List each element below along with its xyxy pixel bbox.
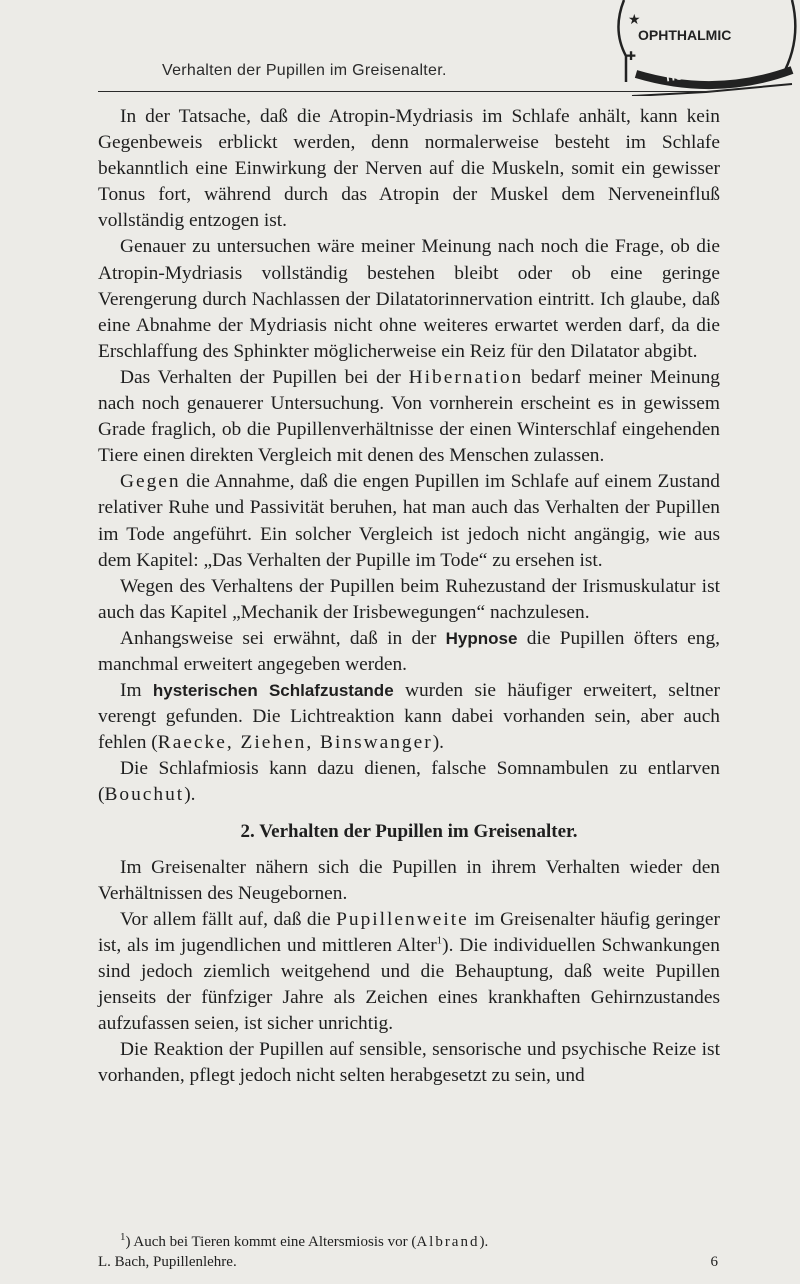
svg-text:★: ★ [628,12,641,28]
author-title: L. Bach, Pupillenlehre. [98,1254,237,1270]
footnote: $^1$) Auch bei Tieren kommt eine Altersmiosis vor (Albrand). [120,1231,489,1250]
header-rule [98,91,718,92]
bold-term: hysterischen Schlafzustande [152,681,394,701]
paragraph: Vor allem fällt auf, daß die Pupillenweite im Greisenalter häufig geringer ist, als im jugendlichen und mittleren Alter$^1$). Die individuellen Schwankungen sind jedoch ziemlich weitgehend und die Behauptung, daß weite Pupillen jenseits der fünfziger Jahre als Zeichen eines krankhaften Gehirnzustandes aufzufassen seien, ist sicher unrichtig. [98,908,720,1035]
author-name: Bouchut [104,784,185,806]
page-footer [98,1252,718,1272]
body-text [98,104,720,1089]
sheet-number: 6 [710,1254,718,1270]
paragraph: Im hysterischen Schlafzustande wurden sie häufiger erweitert, seltner verengt gefunden. Die Lichtreaktion kann dabei vorhanden sein, aber auch fehlen (Raecke, Ziehen, Binswanger). [98,680,720,754]
paragraph: In der Tatsache, daß die Atropin-Mydriasis im Schlafe anhält, kann kein Gegenbeweis erblickt werden, denn normalerweise besteht im Schlafe bekanntlich eine Einwirkung der Nerven auf die Muskeln, somit ein gewisser Tonus fort, während durch das Atropin der Muskel dem Nerveneinfluß vollständig entzogen ist. [98,106,720,232]
running-title: Verhalten der Pupillen im Greisenalter. [162,62,447,79]
svg-text:✚: ✚ [626,49,637,63]
spaced-term: Pupillenweite [336,908,469,930]
author-names: Raecke, Ziehen, Binswanger [157,732,433,754]
bold-term: Hypnose [445,628,518,648]
spaced-term: Gegen [120,471,181,493]
stamp-text-top: OPHTHALMIC [638,27,732,43]
stamp-text-bottom: HOSPITAL [665,62,727,85]
paragraph: Gegen die Annahme, daß die engen Pupillen im Schlafe auf einem Zustand relativer Ruhe und Passivität beruhen, hat man auch das Verhalten der Pupillen im Tode angeführt. Ein solcher Vergleich ist jedoch nicht angängig, wie aus dem Kapitel: „Das Verhalten der Pupille im Tode“ zu ersehen ist. [98,471,720,571]
spaced-term: Hibernation [408,366,524,388]
paragraph: Die Reaktion der Pupillen auf sensible, sensorische und psychische Reize ist vorhanden, pflegt jedoch nicht selten herabgesetzt zu sein, und [98,1039,720,1087]
paragraph: Die Schlafmiosis kann dazu dienen, falsche Somnambulen zu entlarven (Bouchut). [98,758,720,806]
library-stamp [596,0,800,96]
paragraph: Wegen des Verhaltens der Pupillen beim Ruhezustand der Irismuskulatur ist auch das Kapitel „Mechanik der Irisbewegungen“ nachzulesen. [98,575,720,623]
author-name: Albrand [416,1234,480,1250]
section-heading: 2. Verhalten der Pupillen im Greisenalter. [240,820,578,842]
footnote-ref: 1 [436,934,443,947]
paragraph: Genauer zu untersuchen wäre meiner Meinung nach noch die Frage, ob die Atropin-Mydriasis vollständig bestehen bleibt oder ob eine geringe Verengerung durch Nachlassen der Dilatatorinnervation eintritt. Ich glaube, daß eine Abnahme der Mydriasis nicht ohne weiteres erwartet werden darf, da die Erschlaffung des Sphinkter möglicherweise ein Reiz für den Dilatator abgibt. [98,236,720,362]
paragraph: Das Verhalten der Pupillen bei der Hibernation bedarf meiner Meinung nach noch genauerer Untersuchung. Von vornherein erscheint es in gewissem Grade fraglich, ob die Pupillenverhältnisse der einen Winterschlaf eingehenden Tiere einen direkten Vergleich mit denen des Menschen zulassen. [98,366,720,467]
footnote-area [98,1232,720,1272]
paragraph: Im Greisenalter nähern sich die Pupillen in ihrem Verhalten wieder den Verhältnissen des Neugebornen. [98,856,720,904]
paragraph: Anhangsweise sei erwähnt, daß in der Hypnose die Pupillen öfters eng, manchmal erweitert angegeben werden. [98,627,721,675]
